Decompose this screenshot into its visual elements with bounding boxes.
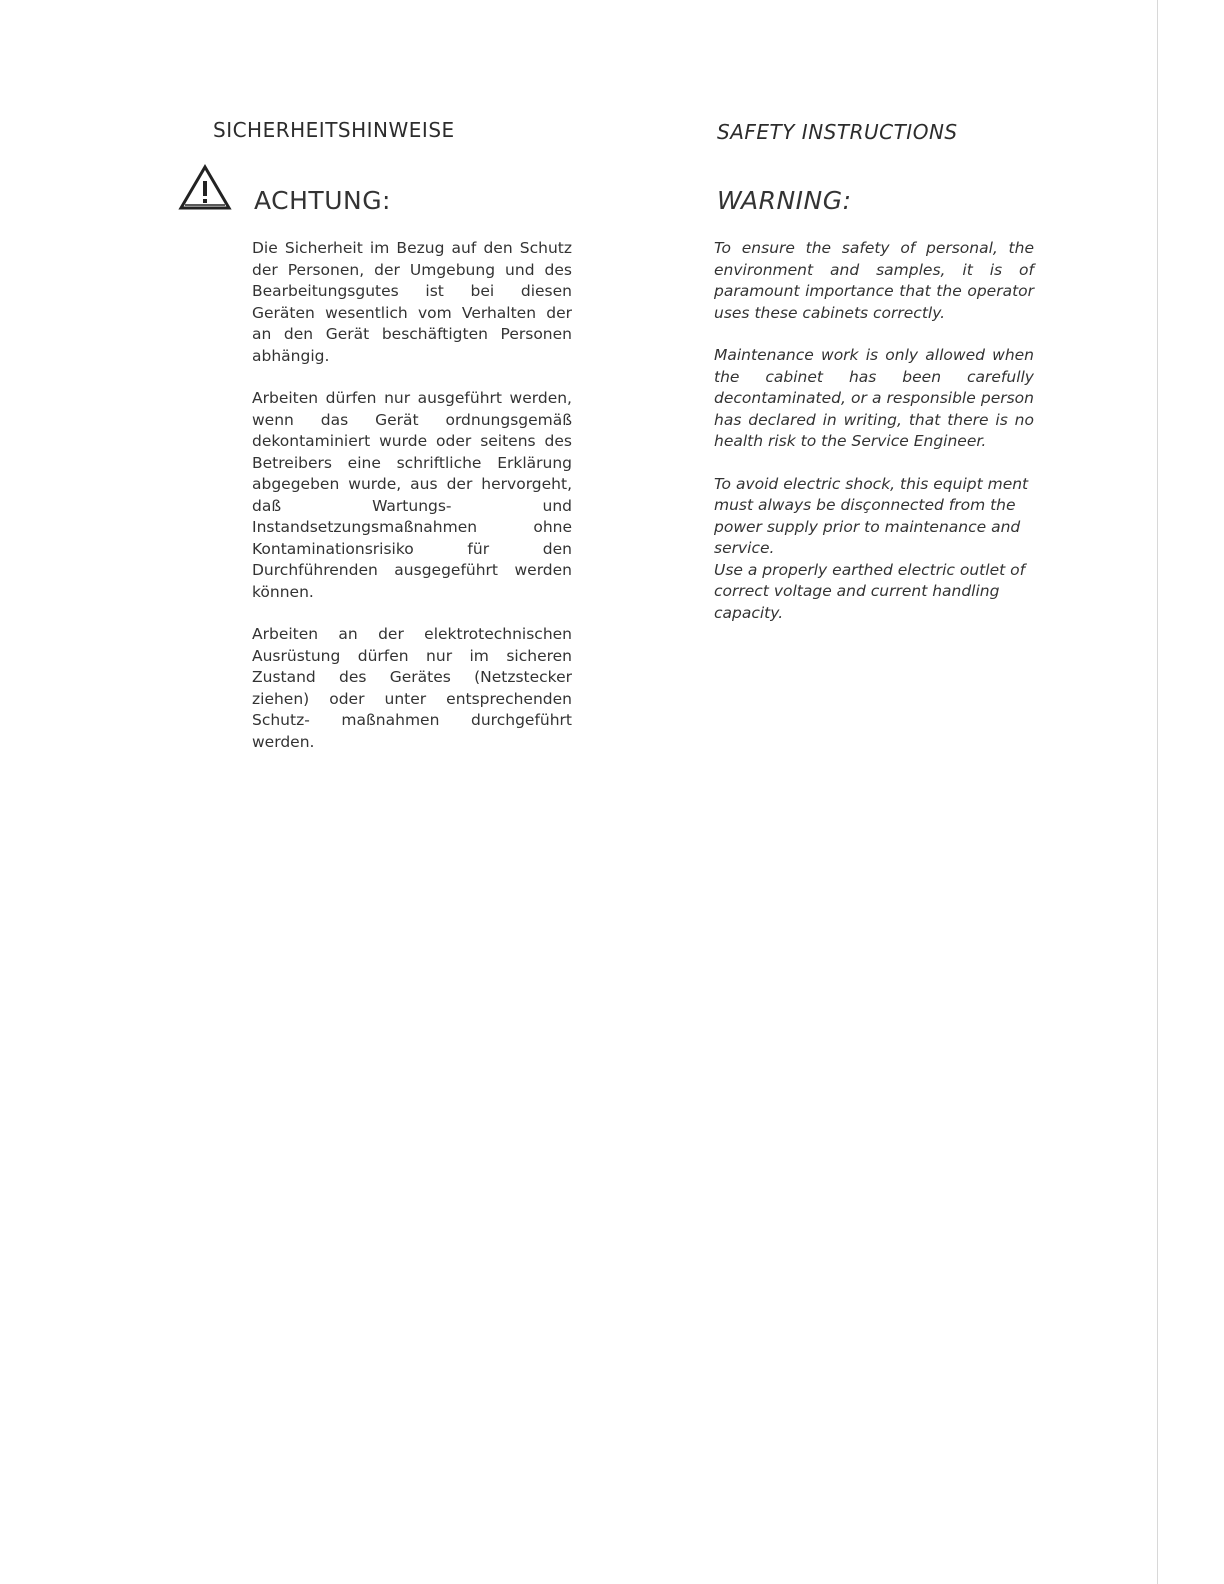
english-column bbox=[714, 238, 1034, 645]
english-paragraph: To avoid electric shock, this equipt ment must always be disçonnected from the power supply prior to maintenance and service. Use a properly earthed electric outlet of correct voltage and current handling capacity. bbox=[714, 474, 1029, 622]
warning-title: WARNING: bbox=[717, 186, 852, 215]
german-column bbox=[252, 238, 572, 774]
achtung-title: ACHTUNG: bbox=[254, 186, 391, 215]
english-heading: SAFETY INSTRUCTIONS bbox=[717, 120, 958, 144]
page-edge-line bbox=[1157, 0, 1158, 1584]
german-paragraph: Arbeiten an der elektrotechnischen Ausrüstung dürfen nur im sicheren Zustand des Gerätes (Netzstecker ziehen) oder unter entsprechenden Schutz- maßnahmen durchgeführt werden. bbox=[252, 625, 572, 751]
english-paragraph: To ensure the safety of personal, the environment and samples, it is of paramount importance that the operator uses these cabinets correctly. bbox=[714, 239, 1034, 322]
english-paragraph: Maintenance work is only allowed when the cabinet has been carefully decontaminated, or a responsible person has declared in writing, that there is no health risk to the Service Engineer. bbox=[714, 346, 1034, 450]
warning-triangle-icon bbox=[178, 164, 232, 212]
german-paragraph: Die Sicherheit im Bezug auf den Schutz der Personen, der Umgebung und des Bearbeitungsgutes ist bei diesen Geräten wesentlich vom Verhalten der an den Gerät beschäftigten Personen abhängig. bbox=[252, 239, 572, 365]
german-paragraph: Arbeiten dürfen nur ausgeführt werden, wenn das Gerät ordnungsgemäß dekontaminiert wurde oder seitens des Betreibers eine schriftliche Erklärung abgegeben wurde, aus der hervorgeht, daß Wartungs- und Instandsetzungsmaßnahmen ohne Kontaminationsrisiko für den Durchführenden ausgegeführt werden können. bbox=[252, 389, 572, 601]
german-heading: SICHERHEITSHINWEISE bbox=[213, 118, 455, 142]
